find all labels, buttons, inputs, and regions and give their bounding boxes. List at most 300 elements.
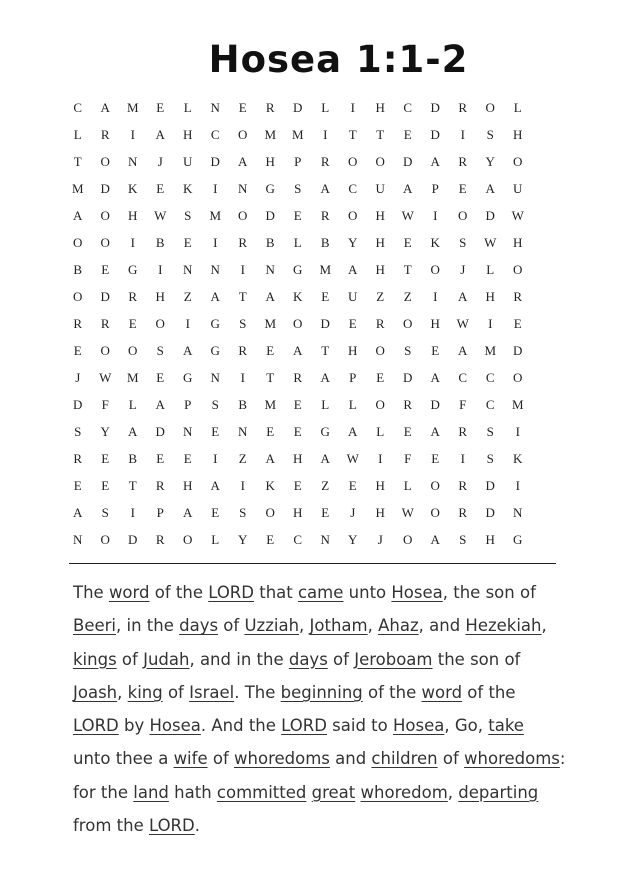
grid-row <box>64 310 560 337</box>
grid-letter: O <box>293 315 303 331</box>
grid-letter: D <box>513 342 523 358</box>
hidden-word: Joash <box>73 682 118 702</box>
grid-letter: B <box>73 261 83 277</box>
grid-letter: A <box>265 288 275 304</box>
grid-letter: A <box>210 288 220 304</box>
grid-letter: R <box>155 477 165 493</box>
hidden-word: children <box>371 749 438 769</box>
passage-line <box>73 809 563 842</box>
grid-letter: O <box>485 99 495 115</box>
hidden-word: Beeri <box>73 616 116 636</box>
grid-letter: E <box>293 396 302 412</box>
grid-letter: O <box>430 261 440 277</box>
page-title: Hosea 1:1-2 <box>208 38 469 81</box>
grid-row <box>64 499 560 526</box>
grid-letter: B <box>265 234 275 250</box>
grid-letter: B <box>155 234 165 250</box>
grid-letter: K <box>430 234 440 250</box>
grid-letter: J <box>350 504 356 520</box>
grid-letter: E <box>101 450 110 466</box>
grid-letter: O <box>458 207 468 223</box>
grid-letter: I <box>213 450 218 466</box>
grid-letter: G <box>128 261 138 277</box>
grid-letter: O <box>100 342 110 358</box>
grid-letter: D <box>155 423 165 439</box>
grid-letter: A <box>430 369 440 385</box>
grid-letter: C <box>458 369 468 385</box>
grid-letter: E <box>348 477 357 493</box>
grid-letter: A <box>430 531 440 547</box>
grid-letter: R <box>320 207 330 223</box>
grid-letter: G <box>265 180 275 196</box>
grid-letter: L <box>321 396 330 412</box>
grid-letter: O <box>155 315 165 331</box>
grid-letter: D <box>265 207 275 223</box>
grid-letter: W <box>346 450 359 466</box>
passage-text: . <box>194 816 200 836</box>
scripture-passage <box>73 576 566 842</box>
grid-letter: H <box>293 504 303 520</box>
hidden-word: Hosea <box>393 716 445 736</box>
grid-letter: D <box>485 207 495 223</box>
grid-letter: E <box>321 504 330 520</box>
grid-letter: A <box>485 180 495 196</box>
grid-letter: Z <box>321 477 330 493</box>
grid-letter: C <box>403 99 413 115</box>
grid-letter: W <box>484 234 497 250</box>
passage-line <box>73 709 563 742</box>
grid-letter: W <box>511 207 524 223</box>
grid-letter: O <box>403 315 413 331</box>
grid-letter: U <box>513 180 523 196</box>
grid-letter: A <box>430 423 440 439</box>
grid-letter: F <box>404 450 412 466</box>
grid-letter: O <box>73 234 83 250</box>
passage-text: , <box>117 682 128 702</box>
grid-letter: R <box>403 396 413 412</box>
grid-letter: D <box>485 504 495 520</box>
grid-letter: A <box>128 423 138 439</box>
grid-letter: R <box>320 153 330 169</box>
hidden-word: Jeroboam <box>354 649 433 669</box>
passage-text: the son of <box>432 649 521 669</box>
grid-letter: S <box>239 504 247 520</box>
grid-letter: C <box>485 369 495 385</box>
grid-letter: W <box>401 504 414 520</box>
grid-letter: J <box>377 531 383 547</box>
hidden-word: Hosea <box>149 716 201 736</box>
grid-letter: E <box>321 288 330 304</box>
grid-letter: R <box>513 288 523 304</box>
grid-letter: Z <box>183 288 192 304</box>
grid-letter: I <box>433 288 438 304</box>
passage-text: of <box>207 749 235 769</box>
grid-letter: E <box>183 234 192 250</box>
grid-letter: A <box>348 423 358 439</box>
grid-letter: E <box>156 180 165 196</box>
grid-letter: A <box>403 180 413 196</box>
grid-letter: A <box>210 477 220 493</box>
grid-letter: T <box>266 369 275 385</box>
grid-row <box>64 364 560 391</box>
grid-letter: C <box>293 531 303 547</box>
passage-text: , the son of <box>442 583 536 602</box>
grid-letter: D <box>403 153 413 169</box>
grid-letter: O <box>430 477 440 493</box>
grid-letter: A <box>320 180 330 196</box>
grid-letter: O <box>238 207 248 223</box>
grid-letter: H <box>375 504 385 520</box>
grid-letter: P <box>184 396 192 412</box>
grid-letter: R <box>265 99 275 115</box>
grid-letter: A <box>348 261 358 277</box>
passage-text: : <box>559 749 566 769</box>
grid-letter: H <box>375 477 385 493</box>
grid-row <box>64 256 560 283</box>
grid-letter: S <box>486 450 494 466</box>
grid-letter: O <box>403 531 413 547</box>
grid-letter: J <box>157 153 163 169</box>
grid-letter: M <box>264 126 277 142</box>
divider-line <box>69 563 556 564</box>
passage-text: , Go, <box>444 716 489 736</box>
grid-letter: O <box>100 153 110 169</box>
grid-letter: S <box>459 234 467 250</box>
grid-letter: U <box>183 153 193 169</box>
grid-letter: B <box>238 396 248 412</box>
hidden-word: whoredom <box>360 782 448 802</box>
hidden-word: beginning <box>280 682 363 702</box>
grid-letter: M <box>71 180 84 196</box>
passage-text: of the <box>462 682 516 702</box>
hidden-word: take <box>488 716 524 736</box>
hidden-word: Israel <box>189 682 235 702</box>
passage-text: , <box>299 616 310 636</box>
grid-letter: S <box>404 342 412 358</box>
grid-row <box>64 418 560 445</box>
grid-letter: H <box>375 234 385 250</box>
hidden-word: whoredoms <box>234 749 330 769</box>
grid-letter: I <box>213 180 218 196</box>
grid-letter: E <box>403 423 412 439</box>
passage-text: . The <box>234 682 281 702</box>
grid-letter: P <box>349 369 357 385</box>
grid-letter: H <box>265 153 275 169</box>
grid-letter: J <box>75 369 81 385</box>
grid-letter: N <box>513 504 523 520</box>
hidden-word: wife <box>173 749 208 769</box>
grid-letter: O <box>513 153 523 169</box>
grid-letter: E <box>403 234 412 250</box>
grid-letter: H <box>485 531 495 547</box>
grid-letter: D <box>100 288 110 304</box>
hidden-word: Ahaz <box>378 616 419 636</box>
grid-letter: R <box>73 450 83 466</box>
grid-letter: E <box>266 423 275 439</box>
grid-letter: T <box>73 153 82 169</box>
grid-letter: O <box>183 531 193 547</box>
grid-letter: R <box>238 342 248 358</box>
grid-letter: E <box>156 450 165 466</box>
grid-letter: L <box>486 261 495 277</box>
hidden-word: came <box>297 583 344 602</box>
grid-letter: H <box>293 450 303 466</box>
grid-letter: H <box>348 342 358 358</box>
grid-letter: E <box>431 450 440 466</box>
grid-row <box>64 121 560 148</box>
hidden-word: Jotham <box>309 616 368 636</box>
grid-letter: O <box>100 234 110 250</box>
passage-text: by <box>118 716 150 736</box>
grid-letter: M <box>319 261 332 277</box>
passage-text: of <box>116 649 144 669</box>
grid-letter: Y <box>348 234 358 250</box>
grid-letter: L <box>128 396 137 412</box>
grid-letter: T <box>376 126 385 142</box>
grid-letter: H <box>485 288 495 304</box>
grid-letter: O <box>513 369 523 385</box>
hidden-word: LORD <box>148 816 195 836</box>
grid-letter: C <box>485 396 495 412</box>
grid-letter: E <box>128 315 137 331</box>
grid-letter: A <box>73 207 83 223</box>
grid-letter: N <box>210 99 220 115</box>
grid-letter: G <box>513 531 523 547</box>
hidden-word: Uzziah <box>244 616 300 636</box>
grid-letter: E <box>156 369 165 385</box>
grid-letter: K <box>128 180 138 196</box>
grid-letter: A <box>183 504 193 520</box>
word-search-grid <box>64 94 560 553</box>
grid-letter: I <box>185 315 190 331</box>
grid-letter: I <box>460 126 465 142</box>
grid-letter: R <box>293 369 303 385</box>
grid-letter: M <box>126 369 139 385</box>
grid-letter: L <box>293 234 302 250</box>
grid-letter: E <box>293 423 302 439</box>
grid-letter: N <box>183 423 193 439</box>
passage-text: The <box>73 583 109 602</box>
grid-letter: O <box>348 153 358 169</box>
grid-letter: E <box>73 477 82 493</box>
grid-letter: O <box>128 342 138 358</box>
grid-letter: F <box>459 396 467 412</box>
grid-letter: M <box>264 315 277 331</box>
grid-letter: H <box>375 261 385 277</box>
passage-line <box>73 576 563 609</box>
grid-row <box>64 472 560 499</box>
grid-letter: L <box>403 477 412 493</box>
grid-letter: A <box>320 450 330 466</box>
grid-letter: O <box>73 288 83 304</box>
grid-letter: E <box>376 369 385 385</box>
grid-letter: O <box>238 126 248 142</box>
passage-text: of the <box>362 682 422 702</box>
hidden-word: land <box>133 782 169 802</box>
grid-letter: E <box>156 99 165 115</box>
grid-letter: I <box>378 450 383 466</box>
grid-letter: R <box>100 315 110 331</box>
passage-text: of <box>162 682 190 702</box>
grid-letter: T <box>403 261 412 277</box>
grid-letter: S <box>486 423 494 439</box>
hidden-word: kings <box>73 649 117 669</box>
grid-letter: B <box>128 450 138 466</box>
passage-text: of <box>327 649 355 669</box>
grid-row <box>64 283 560 310</box>
grid-letter: S <box>156 342 164 358</box>
passage-text: of the <box>149 583 209 602</box>
grid-row <box>64 175 560 202</box>
grid-letter: Y <box>100 423 110 439</box>
passage-line <box>73 676 563 709</box>
grid-letter: A <box>430 153 440 169</box>
grid-letter: A <box>458 342 468 358</box>
grid-letter: L <box>211 531 220 547</box>
grid-letter: U <box>375 180 385 196</box>
passage-text: . And the <box>200 716 282 736</box>
grid-letter: L <box>321 99 330 115</box>
grid-letter: A <box>293 342 303 358</box>
grid-row <box>64 526 560 553</box>
grid-letter: R <box>458 153 468 169</box>
grid-letter: S <box>459 531 467 547</box>
grid-letter: D <box>100 180 110 196</box>
hidden-word: great <box>311 782 356 802</box>
grid-row <box>64 229 560 256</box>
grid-letter: I <box>323 126 328 142</box>
grid-letter: I <box>213 234 218 250</box>
hidden-word: LORD <box>73 716 119 736</box>
grid-letter: S <box>211 396 219 412</box>
passage-text: unto thee a <box>73 749 174 769</box>
grid-letter: D <box>128 531 138 547</box>
grid-letter: S <box>294 180 302 196</box>
grid-letter: E <box>266 342 275 358</box>
grid-letter: R <box>375 315 385 331</box>
grid-letter: I <box>488 315 493 331</box>
grid-letter: E <box>211 504 220 520</box>
grid-letter: G <box>320 423 330 439</box>
grid-letter: Z <box>403 288 412 304</box>
grid-letter: P <box>294 153 302 169</box>
passage-text: , <box>447 782 459 802</box>
grid-letter: M <box>511 396 524 412</box>
grid-letter: H <box>155 288 165 304</box>
grid-letter: F <box>101 396 109 412</box>
grid-letter: R <box>458 477 468 493</box>
grid-letter: N <box>183 261 193 277</box>
grid-letter: G <box>210 315 220 331</box>
hidden-word: days <box>179 616 219 636</box>
grid-letter: T <box>321 342 330 358</box>
hidden-word: Hosea <box>391 583 443 602</box>
passage-text: that <box>253 583 298 602</box>
grid-letter: M <box>264 396 277 412</box>
grid-letter: D <box>485 477 495 493</box>
grid-letter: O <box>375 396 385 412</box>
passage-text: said to <box>326 716 393 736</box>
grid-letter: M <box>484 342 497 358</box>
grid-letter: O <box>430 504 440 520</box>
passage-text: , <box>541 616 547 636</box>
grid-letter: E <box>73 342 82 358</box>
grid-letter: I <box>130 126 135 142</box>
grid-letter: D <box>430 396 440 412</box>
passage-text: of <box>218 616 245 636</box>
grid-letter: E <box>293 477 302 493</box>
grid-letter: O <box>265 504 275 520</box>
grid-letter: O <box>513 261 523 277</box>
grid-letter: D <box>430 99 440 115</box>
grid-letter: K <box>183 180 193 196</box>
grid-letter: T <box>128 477 137 493</box>
grid-letter: W <box>154 207 167 223</box>
passage-text: unto <box>343 583 392 602</box>
grid-row <box>64 391 560 418</box>
grid-letter: S <box>74 423 82 439</box>
grid-letter: N <box>238 180 248 196</box>
grid-letter: E <box>293 207 302 223</box>
grid-letter: A <box>183 342 193 358</box>
grid-letter: I <box>515 423 520 439</box>
grid-letter: E <box>238 99 247 115</box>
hidden-word: whoredoms <box>464 749 560 769</box>
grid-letter: S <box>101 504 109 520</box>
grid-letter: E <box>266 531 275 547</box>
grid-letter: L <box>73 126 82 142</box>
grid-letter: O <box>100 207 110 223</box>
grid-letter: H <box>513 234 523 250</box>
grid-letter: H <box>375 99 385 115</box>
passage-text: for the <box>73 782 134 802</box>
grid-letter: W <box>456 315 469 331</box>
grid-letter: K <box>513 450 523 466</box>
grid-letter: S <box>486 126 494 142</box>
passage-text: , <box>367 616 379 636</box>
hidden-word: days <box>288 649 328 669</box>
grid-letter: A <box>155 126 165 142</box>
passage-line <box>73 776 563 809</box>
grid-row <box>64 202 560 229</box>
grid-letter: H <box>513 126 523 142</box>
grid-letter: N <box>128 153 138 169</box>
passage-text: hath <box>168 782 217 802</box>
grid-letter: G <box>183 369 193 385</box>
grid-letter: Z <box>238 450 247 466</box>
grid-letter: P <box>431 180 439 196</box>
grid-letter: I <box>433 207 438 223</box>
grid-letter: J <box>460 261 466 277</box>
grid-letter: C <box>210 126 220 142</box>
grid-letter: R <box>458 423 468 439</box>
grid-letter: H <box>128 207 138 223</box>
grid-letter: L <box>513 99 522 115</box>
grid-letter: O <box>100 531 110 547</box>
hidden-word: LORD <box>281 716 327 736</box>
grid-letter: O <box>375 153 385 169</box>
grid-letter: E <box>403 126 412 142</box>
grid-letter: U <box>348 288 358 304</box>
passage-line <box>73 742 566 775</box>
grid-letter: H <box>183 126 193 142</box>
grid-letter: Z <box>376 288 385 304</box>
passage-line <box>73 609 563 642</box>
grid-letter: N <box>320 531 330 547</box>
grid-letter: R <box>458 99 468 115</box>
grid-row <box>64 148 560 175</box>
grid-letter: D <box>403 369 413 385</box>
